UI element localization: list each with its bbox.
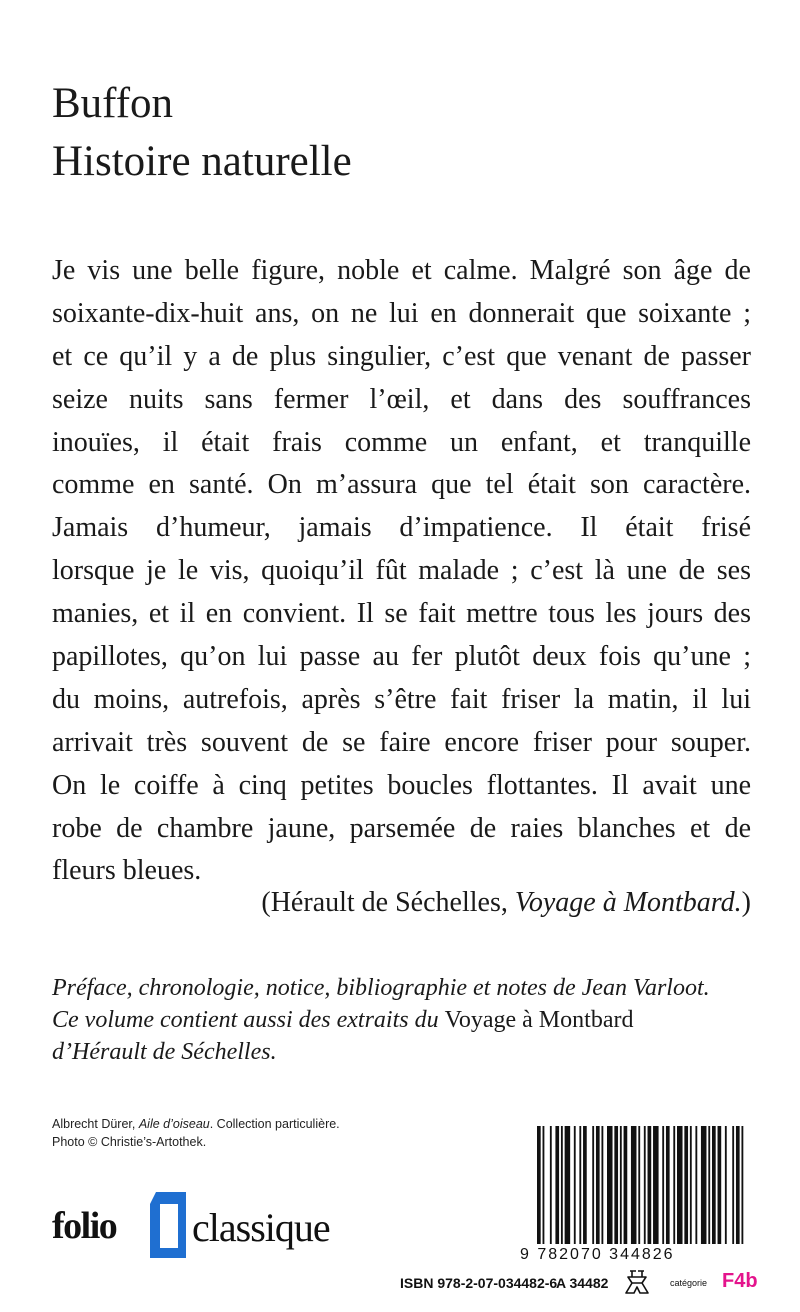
barcode-bar	[543, 1126, 545, 1244]
barcode-bar	[601, 1126, 603, 1244]
author-name: Buffon	[52, 80, 174, 127]
excerpt-line: inouïes, il était frais comme un enfant, et tranquille	[52, 426, 751, 458]
barcode-icon	[537, 1126, 747, 1244]
excerpt-line: lorsque je le vis, quoiqu’il fût malade ; c’est là une de ses	[52, 555, 751, 587]
barcode-bar	[550, 1126, 552, 1244]
barcode-number: 9 782070 344826	[520, 1246, 675, 1263]
barcode-bar	[701, 1126, 707, 1244]
barcode-bar	[574, 1126, 576, 1244]
barcode-bar	[666, 1126, 670, 1244]
excerpt-line: et ce qu’il y a de plus singulier, c’est que venant de passer	[52, 340, 751, 372]
barcode-bar	[718, 1126, 722, 1244]
excerpt-line: robe de chambre jaune, parsemée de raies blanches et de	[52, 812, 751, 844]
category-code: F4b	[722, 1270, 758, 1292]
attribution-work: Voyage à Montbard.	[514, 887, 742, 918]
credits-line-preface: Préface, chronologie, notice, bibliographie et notes de Jean Varloot.	[52, 975, 710, 1001]
excerpt-text	[52, 250, 751, 893]
barcode-bar	[555, 1126, 559, 1244]
barcode-bar	[638, 1126, 640, 1244]
barcode-bar	[725, 1126, 727, 1244]
excerpt-line: On le coiffe à cinq petites boucles flottantes. Il avait une	[52, 769, 751, 801]
excerpt-attribution	[52, 882, 751, 925]
barcode-bar	[653, 1126, 659, 1244]
barcode-bar	[561, 1126, 563, 1244]
cover-collection: . Collection particulière.	[209, 1117, 340, 1131]
book-title: Histoire naturelle	[52, 138, 352, 185]
credits-line-author: d’Hérault de Séchelles.	[52, 1039, 277, 1065]
barcode-bar	[624, 1126, 628, 1244]
isbn: ISBN 978-2-07-034482-6	[400, 1275, 558, 1291]
folio-square-icon	[148, 1190, 188, 1260]
excerpt-line: Je vis une belle figure, noble et calme. Malgré son âge de	[52, 255, 751, 286]
barcode-bar	[736, 1126, 740, 1244]
logo-folio-word: folio	[52, 1205, 117, 1247]
excerpt-line: seize nuits sans fermer l’œil, et dans des souffrances	[52, 383, 751, 415]
credits-extracts-prefix: Ce volume contient aussi des extraits du	[52, 1007, 445, 1033]
barcode-bar	[596, 1126, 600, 1244]
cover-photo-copyright: Photo © Christie’s-Artothek.	[52, 1135, 207, 1149]
barcode-bar	[673, 1126, 675, 1244]
barcode-bar	[565, 1126, 571, 1244]
logo-classique-word: classique	[192, 1205, 330, 1250]
category-label: catégorie	[670, 1278, 708, 1288]
excerpt-line: comme en santé. On m’assura que tel était son caractère.	[52, 469, 751, 501]
barcode-bar	[579, 1126, 581, 1244]
barcode-bar	[631, 1126, 637, 1244]
catalog-code: A 34482	[556, 1275, 609, 1291]
barcode-bar	[690, 1126, 692, 1244]
excerpt-line: du moins, autrefois, après s’être fait friser la matin, il lui	[52, 683, 751, 715]
cover-image-artist-line	[52, 1115, 340, 1133]
barcode-bar	[648, 1126, 652, 1244]
barcode-bar	[662, 1126, 664, 1244]
attribution-close: )	[741, 887, 751, 918]
excerpt-line: manies, et il en convient. Il se fait mettre tous les jours des	[52, 598, 751, 630]
barcode-bar	[620, 1126, 622, 1244]
barcode-bar	[684, 1126, 688, 1244]
barcode-bar	[677, 1126, 683, 1244]
attribution-author: (Hérault de Séchelles,	[261, 887, 515, 918]
excerpt-line: papillotes, qu’on lui passe au fer plutôt deux fois qu’une ;	[52, 641, 751, 673]
barcode-bar	[732, 1126, 734, 1244]
credits-line-extracts	[52, 1004, 772, 1036]
credits-extracts-work: Voyage à Montbard	[444, 1007, 634, 1033]
barcode-bar	[614, 1126, 618, 1244]
binder-icon	[622, 1268, 652, 1296]
excerpt-line: Jamais d’humeur, jamais d’impatience. Il était frisé	[52, 512, 751, 544]
cover-image-credit	[52, 1115, 340, 1151]
barcode-bar	[695, 1126, 697, 1244]
excerpt-line: fleurs bleues.	[52, 855, 202, 887]
barcode-bar	[712, 1126, 716, 1244]
barcode-bar	[708, 1126, 710, 1244]
cover-artwork: Aile d’oiseau	[138, 1117, 210, 1131]
excerpt-line: soixante-dix-huit ans, on ne lui en donnerait que soixante ;	[52, 297, 751, 329]
barcode-bar	[607, 1126, 613, 1244]
cover-artist: Albrecht Dürer,	[52, 1117, 139, 1131]
barcode-bar	[741, 1126, 743, 1244]
edition-credits	[52, 972, 772, 1068]
barcode-bar	[537, 1126, 541, 1244]
folio-classique-logo	[52, 1190, 352, 1276]
barcode-bar	[644, 1126, 646, 1244]
barcode-bar	[583, 1126, 587, 1244]
barcode-bar	[592, 1126, 594, 1244]
excerpt-line: arrivait très souvent de se faire encore friser pour souper.	[52, 726, 751, 758]
